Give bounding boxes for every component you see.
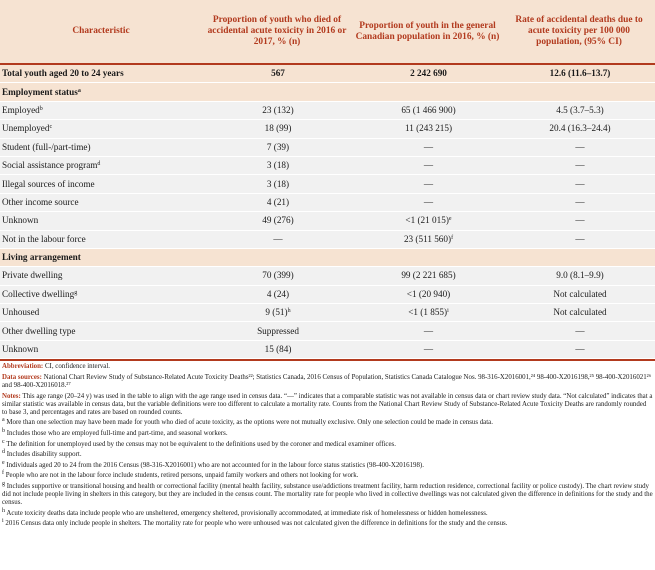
cell-population: <1 (20 940) — [352, 285, 503, 303]
footnote: $^c$ The definition for unemployed used by the census may not be equivalent to the definitions used by the coroner and medical examiner offices. — [2, 438, 396, 448]
footnote: $^g$ Includes supportive or transitional housing and health or correctional facility (mental health facility, substance use/addictions treatment facility, harm reduction residence, correctional facility or police custody). The chart review study did not include people living in shelters in this category, but they are included in the census count. The mortality rate for people who lived in collective dwellings was not calculated given the difference in definitions for the study and the census. — [2, 480, 653, 507]
footnote-marker: a — [77, 87, 81, 94]
cell-rate: — — [503, 340, 655, 358]
footnote-marker: h — [287, 308, 291, 315]
data-sources-note: Data sources: National Chart Review Study of Substance-Related Acute Toxicity Deaths²²; Statistics Canada, 2016 Census of Population, Statistics Canada Catalogue Nos. 98-316-X2016001,²⁴ 98-400-X2016198,²⁵ 98-400-X2016021²⁶ and 98-400-X2016018.²⁷ — [2, 373, 652, 389]
header-rate: Rate of accidental deaths due to acute toxicity per 100 000 population, (95% CI) — [503, 0, 655, 64]
table-row — [0, 322, 655, 340]
footnote: $^f$ People who are not in the labour force include students, retired persons, unpaid family workers and others not looking for work. — [2, 470, 359, 480]
abbreviation-note: Abbreviation: CI, confidence interval. — [2, 363, 111, 371]
total-row — [0, 64, 655, 83]
cell-population: 2 242 690 — [352, 64, 503, 83]
cell-deaths: 4 (24) — [202, 285, 352, 303]
cell-population: 99 (2 221 685) — [352, 267, 503, 285]
cell-rate: 12.6 (11.6–13.7) — [503, 64, 655, 83]
row-label: Other dwelling type — [0, 322, 202, 340]
cell-rate: 4.5 (3.7–5.3) — [503, 101, 655, 119]
table-row — [0, 138, 655, 156]
footnote-marker: g — [2, 480, 5, 487]
cell-rate: — — [503, 138, 655, 156]
table-row — [0, 267, 655, 285]
cell-deaths: 15 (84) — [202, 340, 352, 358]
cell-deaths: 70 (399) — [202, 267, 352, 285]
cell-population: — — [352, 156, 503, 174]
footnote-marker: h — [2, 507, 5, 514]
footnote-marker: d — [2, 449, 5, 456]
row-label: Unknown — [0, 212, 202, 230]
table-row — [0, 304, 655, 322]
cell-deaths: 4 (21) — [202, 193, 352, 211]
cell-rate: 20.4 (16.3–24.4) — [503, 120, 655, 138]
row-label: Social assistance program$^d$ — [0, 156, 202, 174]
row-label: Unemployed$^c$ — [0, 120, 202, 138]
footnote-marker: e — [448, 216, 452, 223]
table-row — [0, 156, 655, 174]
footnote: $^i$ 2016 Census data only include people in shelters. The mortality rate for people who were unhoused was not calculated given the difference in definitions for the study and the census. — [2, 518, 508, 528]
table-row — [0, 340, 655, 358]
cell-population: <1 (1 855)$^i$ — [352, 304, 503, 322]
cell-deaths: 49 (276) — [202, 212, 352, 230]
footnote-marker: d — [97, 161, 101, 168]
table-row — [0, 212, 655, 230]
table-row — [0, 193, 655, 211]
cell-population: — — [352, 138, 503, 156]
footnotes-list — [2, 419, 653, 528]
table-notes — [0, 361, 655, 528]
section-header-row — [0, 83, 655, 101]
footnote-marker: f — [2, 470, 4, 477]
cell-population: — — [352, 193, 503, 211]
cell-population: 23 (511 560)$^f$ — [352, 230, 503, 248]
table-header-row — [0, 0, 655, 64]
cell-deaths: 567 — [202, 64, 352, 83]
cell-deaths: 3 (18) — [202, 156, 352, 174]
header-proportion-population: Proportion of youth in the general Canadian population in 2016, % (n) — [352, 0, 503, 64]
footnote: $^h$ Acute toxicity deaths data include people who are unsheltered, emergency sheltered, provisionally accommodated, at immediate risk of homelessness or hidden homelessness. — [2, 507, 488, 517]
section-title: Living arrangement — [0, 248, 655, 266]
footnote-marker: b — [2, 427, 5, 434]
section-title: Employment status$^a$ — [0, 83, 655, 101]
table-row — [0, 175, 655, 193]
section-header-row — [0, 248, 655, 266]
footnote-marker: e — [2, 459, 5, 466]
header-proportion-deaths: Proportion of youth who died of accidental acute toxicity in 2016 or 2017, % (n) — [202, 0, 352, 64]
cell-deaths: Suppressed — [202, 322, 352, 340]
cell-population: 11 (243 215) — [352, 120, 503, 138]
cell-rate: Not calculated — [503, 285, 655, 303]
cell-population: — — [352, 175, 503, 193]
notes-paragraph: Notes: This age range (20–24 y) was used in the table to align with the age range used in census data. “—” indicates that a comparable statistic was not available in census data or chart review study data. “Not calculated” indicates that a similar statistic was available in census data, but the variable definitions were too different to calculate a mortality rate. Counts from the National Chart Review Study of Substance-Related Acute Toxicity Deaths are randomly rounded to base 3, and percentages and rates are based on rounded counts. — [2, 392, 653, 416]
cell-rate: 9.0 (8.1–9.9) — [503, 267, 655, 285]
footnote-marker: i — [447, 308, 449, 315]
cell-deaths: 18 (99) — [202, 120, 352, 138]
footnote-marker: a — [2, 417, 5, 424]
cell-deaths: 7 (39) — [202, 138, 352, 156]
table-row — [0, 285, 655, 303]
footnote-marker: f — [451, 234, 454, 241]
row-label: Employed$^b$ — [0, 101, 202, 119]
footnote: $^a$ More than one selection may have been made for youth who died of acute toxicity, as the options were not mutually exclusive. Only one selection could be made in census data. — [2, 417, 493, 427]
row-label: Student (full-/part-time) — [0, 138, 202, 156]
row-label: Total youth aged 20 to 24 years — [0, 64, 202, 83]
cell-rate: Not calculated — [503, 304, 655, 322]
table-row — [0, 120, 655, 138]
footnote-marker: g — [74, 289, 78, 296]
table-body — [0, 64, 655, 359]
cell-deaths: 23 (132) — [202, 101, 352, 119]
footnote: $^d$ Includes disability support. — [2, 449, 82, 459]
cell-rate: — — [503, 322, 655, 340]
row-label: Unknown — [0, 340, 202, 358]
row-label: Unhoused — [0, 304, 202, 322]
footnote: $^b$ Includes those who are employed full-time and part-time, and seasonal workers. — [2, 427, 228, 437]
cell-deaths: 9 $(51)^h$ — [202, 304, 352, 322]
cell-rate: — — [503, 175, 655, 193]
row-label: Illegal sources of income — [0, 175, 202, 193]
cell-rate: — — [503, 230, 655, 248]
row-label: Collective dwelling$^g$ — [0, 285, 202, 303]
row-label: Other income source — [0, 193, 202, 211]
table-row — [0, 230, 655, 248]
cell-population: <1 (21 015)$^e$ — [352, 212, 503, 230]
footnote-marker: i — [2, 518, 4, 525]
footnote-marker: c — [49, 124, 53, 131]
header-characteristic: Characteristic — [0, 0, 202, 64]
cell-population: 65 (1 466 900) — [352, 101, 503, 119]
cell-deaths: — — [202, 230, 352, 248]
table-row — [0, 101, 655, 119]
cell-population: — — [352, 322, 503, 340]
cell-rate: — — [503, 156, 655, 174]
row-label: Not in the labour force — [0, 230, 202, 248]
cell-population: — — [352, 340, 503, 358]
cell-rate: — — [503, 193, 655, 211]
cell-deaths: 3 (18) — [202, 175, 352, 193]
cell-rate: — — [503, 212, 655, 230]
footnote: $^e$ Individuals aged 20 to 24 from the 2016 Census (98-316-X2016001) who are not accounted for in the labour force status statistics (98-400-X2016198). — [2, 459, 424, 469]
footnote-marker: b — [39, 105, 43, 112]
row-label: Private dwelling — [0, 267, 202, 285]
footnote-marker: c — [2, 438, 5, 445]
